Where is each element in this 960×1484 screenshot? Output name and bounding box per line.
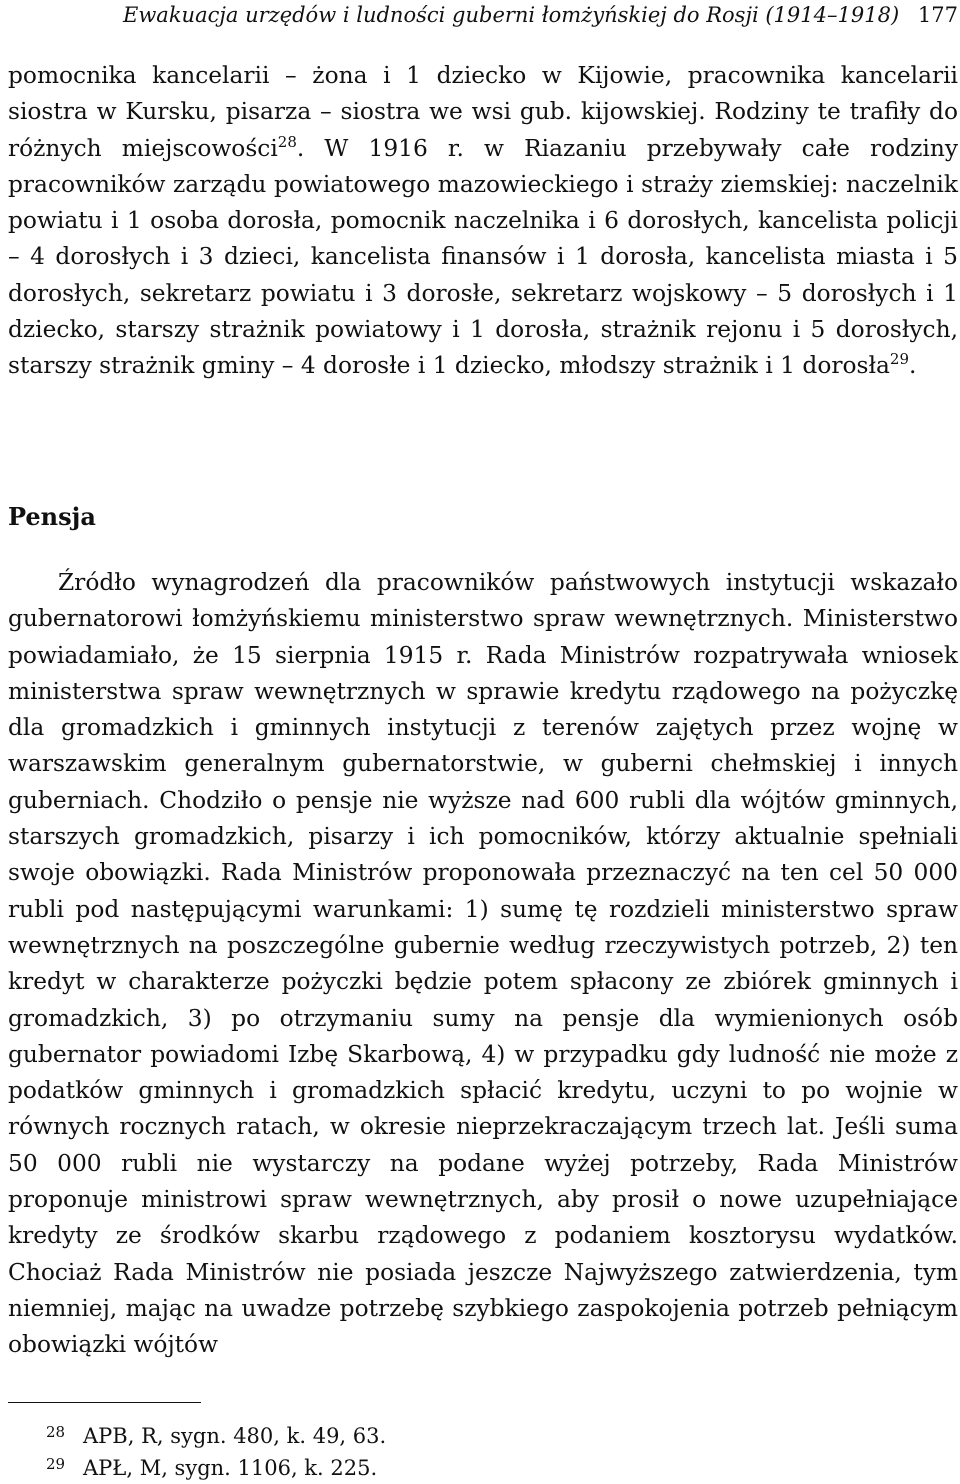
footnote-text: APB, R, sygn. 480, k. 49, 63. <box>83 1424 387 1448</box>
footnote-ref-28[interactable]: 28 <box>277 132 297 151</box>
running-title: Ewakuacja urzędów i ludności guberni łomżyńskiej do Rosji (1914–1918) <box>123 3 900 27</box>
running-head <box>8 0 958 30</box>
paragraph-1-text-c: . <box>909 352 917 380</box>
footnote-number: 29 <box>46 1455 66 1473</box>
paragraph-2: Źródło wynagrodzeń dla pracowników państwowych instytucji wskazało gubernatorowi łomżyńskiemu ministerstwo spraw wewnętrznych. Ministerstwo powiadamiało, że 15 sierpnia 1915 r. Rada Ministrów rozpatrywała wniosek ministerstwa spraw wewnętrznych w sprawie kredytu rządowego na pożyczkę dla gromadzkich i gminnych instytucji z terenów zajętych przez wojnę w warszawskim generalnym gubernatorstwie, w guberni chełmskiej i innych guberniach. Chodziło o pensje nie wyższe nad 600 rubli dla wójtów gminnych, starszych gromadzkich, pisarzy i ich pomocników, którzy aktualnie spełniali swoje obowiązki. Rada Ministrów proponowała przeznaczyć na ten cel 50 000 rubli pod następującymi warunkami: 1) sumę tę rozdzieli ministerstwo spraw wewnętrznych na poszczególne gubernie według rzeczywistych potrzeb, 2) ten kredyt w charakterze pożyczki będzie potem spłacony ze zbiórek gminnych i gromadzkich, 3) po otrzymaniu sumy na pensje dla wymienionych osób gubernator powiadomi Izbę Skarbową, 4) w przypadku gdy ludność nie może z podatków gminnych i gromadzkich spłacić kredytu, uczyni to po wojnie w równych rocznych ratach, w okresie nieprzekraczającym trzech lat. Jeśli suma 50 000 rubli nie wystarczy na podane wyżej potrzeby, Rada Ministrów proponuje ministrowi spraw wewnętrznych, aby prosił o nowe uzupełniające kredyty ze środków skarbu rządowego z podaniem kosztorysu wydatków. Chociaż Rada Ministrów nie posiada jeszcze Najwyższego zatwierdzenia, tym niemniej, mając na uwadze potrzebę szybkiego zaspokojenia potrzeb pełniącym obowiązki wójtów <box>8 569 958 1359</box>
footnote-number: 28 <box>46 1423 66 1441</box>
footnotes <box>8 1420 958 1484</box>
footnote-ref-29[interactable]: 29 <box>889 350 910 369</box>
footnote-28 <box>8 1420 958 1452</box>
page-number: 177 <box>917 3 958 27</box>
footnote-text: APŁ, M, sygn. 1106, k. 225. <box>83 1456 378 1480</box>
paragraph-1 <box>8 58 958 385</box>
footnote-29 <box>8 1452 958 1484</box>
paragraph-1-text-b: . W 1916 r. w Riazaniu przebywały całe rodziny pracowników zarządu powiatowego mazowieckiego i straży ziemskiej: naczelnik powiatu i 1 osoba dorosła, pomocnik naczelnika i 6 dorosłych, kancelista policji – 4 dorosłych i 3 dzieci, kancelista finansów i 1 dorosła, kancelista miasta i 5 dorosłych, sekretarz powiatu i 3 dorosłe, sekretarz wojskowy – 5 dorosłych i 1 dziecko, starszy strażnik powiatowy i 1 dorosła, strażnik rejonu i 5 dorosłych, starszy strażnik gminy – 4 dorosłe i 1 dziecko, młodszy strażnik i 1 dorosła <box>8 134 958 380</box>
section-heading: Pensja <box>8 502 96 531</box>
paragraph-1-text-a: pomocnika kancelarii – żona i 1 dziecko w Kijowie, pracownika kancelarii siostra w Kursku, pisarza – siostra we wsi gub. kijowskiej. Rodziny te trafiły do różnych miejscowości <box>8 62 958 162</box>
footnote-rule <box>8 1402 201 1403</box>
